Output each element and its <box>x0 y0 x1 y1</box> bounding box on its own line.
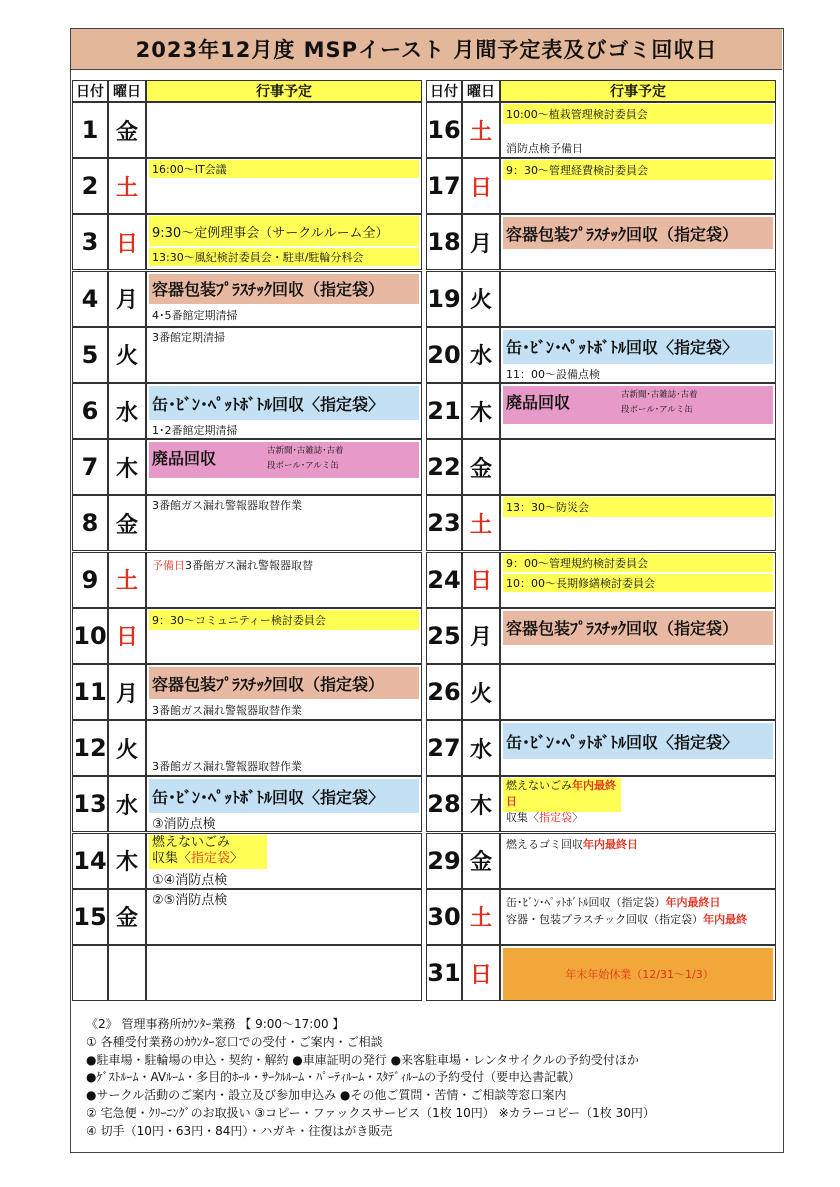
event-cell <box>146 552 422 608</box>
event-entry <box>149 779 419 813</box>
event-text: 燃えるゴミ回収 <box>506 837 583 851</box>
event-cell <box>146 271 422 327</box>
event-entry <box>503 217 773 249</box>
day-number: 23 <box>426 495 462 551</box>
day-number: 17 <box>426 158 462 214</box>
event-text: 缶･ﾋﾞﾝ･ﾍﾟｯﾄﾎﾞﾄﾙ回収〈指定袋〉 <box>152 394 385 414</box>
day-number: 22 <box>426 439 462 495</box>
day-number: 9 <box>72 552 108 608</box>
calendar-row <box>426 439 776 495</box>
event-entry <box>149 422 419 438</box>
event-subnote: 段ボール･アルミ缶 <box>267 461 339 472</box>
event-subnote: 段ボール･アルミ缶 <box>621 405 693 415</box>
day-number <box>72 945 108 1001</box>
event-cell <box>146 102 422 158</box>
day-number: 19 <box>426 271 462 327</box>
event-text: 10：00～長期修繕検討委員会 <box>506 576 655 590</box>
weekday-label: 日 <box>108 608 146 664</box>
day-number: 10 <box>72 608 108 664</box>
weekday-label: 水 <box>108 383 146 439</box>
event-cell <box>146 383 422 439</box>
event-entry <box>503 574 773 592</box>
event-text: 16:00～IT会議 <box>152 163 227 177</box>
event-cell <box>500 214 776 270</box>
calendar-row <box>426 720 776 776</box>
event-text: 年末年始休業（12/31～1/3） <box>565 968 714 981</box>
day-number: 12 <box>72 720 108 776</box>
event-text: 3番館ガス漏れ警報器取替作業 <box>152 760 302 774</box>
day-number: 30 <box>426 889 462 945</box>
calendar-row <box>72 495 422 551</box>
event-entry <box>503 104 773 124</box>
weekday-label: 金 <box>108 889 146 945</box>
weekday-label: 金 <box>108 102 146 158</box>
event-entry <box>149 871 419 887</box>
calendar-row <box>72 327 422 383</box>
weekday-label: 土 <box>108 158 146 214</box>
event-subnote <box>267 444 344 474</box>
event-text: 3番館ガス漏れ警報器取替作業 <box>152 499 302 513</box>
weekday-label: 金 <box>462 833 500 889</box>
event-text: 容器包装ﾌﾟﾗｽﾁｯｸ回収（指定袋） <box>506 619 739 639</box>
event-cell <box>500 439 776 495</box>
event-text <box>152 851 267 867</box>
weekday-label: 月 <box>462 608 500 664</box>
event-subnote: 古新聞･古雑誌･古着 <box>621 390 698 400</box>
event-entry <box>149 216 419 246</box>
event-text: 燃えないごみ <box>152 834 231 850</box>
office-info <box>86 1016 776 1141</box>
event-entry <box>149 497 419 513</box>
calendar-row <box>426 383 776 439</box>
weekday-label: 土 <box>462 495 500 551</box>
event-subnote: 古新聞･古雑誌･古着 <box>267 446 344 457</box>
calendar-row <box>426 664 776 720</box>
event-highlight: 指定袋 <box>191 850 231 866</box>
calendar-row <box>72 439 422 495</box>
event-entry <box>149 274 419 304</box>
event-entry <box>503 140 773 156</box>
weekday-label: 土 <box>462 889 500 945</box>
event-entry <box>149 442 419 478</box>
event-text: 4･5番館定期清掃 <box>152 308 238 322</box>
event-entry <box>149 891 419 907</box>
event-cell <box>146 495 422 551</box>
event-entry <box>503 497 773 517</box>
event-cell <box>500 720 776 776</box>
calendar-row <box>72 608 422 664</box>
event-cell <box>146 664 422 720</box>
event-entry <box>503 160 773 180</box>
event-entry <box>149 702 419 718</box>
event-text: 1･2番館定期清掃 <box>152 424 238 437</box>
weekday-label: 水 <box>108 776 146 832</box>
day-number: 14 <box>72 833 108 889</box>
event-cell <box>500 102 776 158</box>
event-entry <box>149 835 267 869</box>
event-entry <box>149 667 419 699</box>
day-number: 25 <box>426 608 462 664</box>
calendar-row <box>72 158 422 214</box>
calendar-row-empty <box>72 945 422 1001</box>
page-title: 2023年12月度 MSPイースト 月間予定表及びゴミ回収日 <box>71 29 782 70</box>
event-entry <box>503 366 773 382</box>
event-cell <box>146 327 422 383</box>
weekday-label: 金 <box>462 439 500 495</box>
event-highlight: 年内最終日 <box>506 779 616 809</box>
event-text: 〉 <box>572 811 583 825</box>
event-cell <box>500 271 776 327</box>
event-cell <box>146 889 422 945</box>
footer-line: ② 宅急便・ｸﾘｰﾆﾝｸﾞのお取扱い ③コピー・ファックスサービス（1枚 10円） ※カラーコピー（1枚 30円） <box>86 1105 655 1120</box>
event-text: 収集〈 <box>152 850 192 866</box>
event-text: 13:30～風紀検討委員会・駐車/駐輪分科会 <box>152 251 364 265</box>
event-text: 11：00～設備点検 <box>506 367 600 381</box>
header-date: 日付 <box>72 80 108 102</box>
event-cell <box>500 552 776 608</box>
footer-line: 《2》 管理事務所ｶｳﾝﾀｰ業務 【 9:00～17:00 】 <box>86 1017 345 1031</box>
day-number: 8 <box>72 495 108 551</box>
footer-line: ④ 切手（10円・63円・84円）・ハガキ・往復はがき販売 <box>86 1123 393 1138</box>
event-highlight: 指定袋 <box>539 811 572 825</box>
footer-line: ●サークル活動のご案内・設立及び参加申込み ●その他ご質問・苦情・ご相談等窓口案内 <box>86 1088 567 1103</box>
weekday-label: 月 <box>462 214 500 270</box>
event-text: 容器包装ﾌﾟﾗｽﾁｯｸ回収（指定袋） <box>506 224 739 244</box>
event-cell <box>146 158 422 214</box>
event-text: ③消防点検 <box>152 816 216 832</box>
header-events: 行事予定 <box>500 80 776 102</box>
event-text: 9：30～コミュニティー検討委員会 <box>152 613 326 627</box>
footer-line: ●ｹﾞｽﾄﾙｰﾑ・AVﾙｰﾑ・多目的ﾎｰﾙ・ｻｰｸﾙﾙｰﾑ・ﾊﾟｰﾃｨﾙｰﾑ・ｽﾀﾃﾞｨﾙｰﾑの予約受付（要申込書記載） <box>86 1070 581 1085</box>
weekday-label: 日 <box>462 945 500 1001</box>
day-number: 27 <box>426 720 462 776</box>
calendar-row <box>72 776 422 832</box>
calendar-row <box>72 664 422 720</box>
event-entry <box>503 948 773 1000</box>
day-number: 3 <box>72 214 108 270</box>
calendar-row <box>426 214 776 270</box>
event-entry <box>503 554 773 572</box>
calendar-row <box>426 102 776 158</box>
event-text <box>152 835 267 851</box>
event-entry <box>503 723 773 759</box>
weekday-label: 日 <box>108 214 146 270</box>
weekday-label: 日 <box>462 552 500 608</box>
event-entry <box>149 610 419 630</box>
day-number: 1 <box>72 102 108 158</box>
event-text: 3番館ガス漏れ警報器取替 <box>185 558 313 572</box>
footer-line: ① 各種受付業務のｶｳﾝﾀｰ窓口での受付・ご案内・ご相談 <box>86 1034 383 1049</box>
event-text: 消防点検予備日 <box>506 142 583 155</box>
event-cell <box>146 776 422 832</box>
header-weekday: 曜日 <box>462 80 500 102</box>
weekday-label: 木 <box>462 776 500 832</box>
weekday-label: 日 <box>462 158 500 214</box>
event-entry <box>503 386 773 424</box>
weekday-label: 火 <box>108 720 146 776</box>
event-cell <box>500 889 776 945</box>
event-text: 9:30～定例理事会（サークルルーム全） <box>152 225 389 241</box>
weekday-label: 土 <box>462 102 500 158</box>
day-number: 16 <box>426 102 462 158</box>
event-entry <box>149 386 419 420</box>
calendar-row <box>426 552 776 608</box>
event-cell <box>500 608 776 664</box>
event-text <box>506 778 621 810</box>
day-number: 29 <box>426 833 462 889</box>
day-number: 7 <box>72 439 108 495</box>
event-entry <box>503 836 773 852</box>
event-text: 缶･ﾋﾞﾝ･ﾍﾟｯﾄﾎﾞﾄﾙ回収〈指定袋〉 <box>506 732 739 752</box>
calendar-row <box>72 833 422 889</box>
day-number: 11 <box>72 664 108 720</box>
event-entry <box>149 814 419 830</box>
weekday-label: 土 <box>108 552 146 608</box>
header-events: 行事予定 <box>146 80 422 102</box>
event-entry <box>503 778 621 825</box>
event-text: ①④消防点検 <box>152 873 228 889</box>
event-text: 容器・包装プラスチック回収（指定袋） <box>506 912 704 926</box>
event-text: 缶･ﾋﾞﾝ･ﾍﾟｯﾄﾎﾞﾄﾙ回収〈指定袋〉 <box>152 787 385 807</box>
header-date: 日付 <box>426 80 462 102</box>
event-entry <box>503 894 773 910</box>
event-subnote <box>621 388 698 418</box>
weekday-label: 金 <box>108 495 146 551</box>
calendar-row <box>426 776 776 832</box>
event-cell <box>500 833 776 889</box>
event-cell <box>500 664 776 720</box>
weekday-label: 木 <box>108 439 146 495</box>
event-text: 燃えないごみ <box>506 779 572 793</box>
weekday-label: 火 <box>462 664 500 720</box>
event-cell <box>500 158 776 214</box>
event-text: 〉 <box>230 850 244 866</box>
day-number: 5 <box>72 327 108 383</box>
event-entry <box>149 329 419 345</box>
footer-line: ●駐車場・駐輪場の申込・契約・解約 ●車庫証明の発行 ●来客駐車場・レンタサイクルの予約受付ほか <box>86 1052 639 1067</box>
weekday-label: 木 <box>462 383 500 439</box>
event-text: 容器包装ﾌﾟﾗｽﾁｯｸ回収（指定袋） <box>152 280 385 300</box>
event-cell <box>146 833 422 889</box>
event-text: 13：30～防災会 <box>506 501 589 515</box>
day-number: 28 <box>426 776 462 832</box>
event-text: ②⑤消防点検 <box>152 893 228 909</box>
event-cell <box>146 214 422 270</box>
event-text: 缶･ﾋﾞﾝ･ﾍﾟｯﾄﾎﾞﾄﾙ回収（指定袋） <box>506 895 666 909</box>
calendar-row <box>426 327 776 383</box>
event-cell <box>500 495 776 551</box>
header-weekday: 曜日 <box>108 80 146 102</box>
day-number: 18 <box>426 214 462 270</box>
weekday-label: 水 <box>462 327 500 383</box>
event-entry <box>149 160 419 178</box>
weekday-label <box>108 945 146 1001</box>
event-text: 缶･ﾋﾞﾝ･ﾍﾟｯﾄﾎﾞﾄﾙ回収〈指定袋〉 <box>506 338 739 358</box>
calendar-row <box>426 945 776 1001</box>
weekday-label: 月 <box>108 271 146 327</box>
day-number: 26 <box>426 664 462 720</box>
calendar-row <box>426 608 776 664</box>
event-entry <box>503 330 773 364</box>
event-entry <box>149 248 419 266</box>
day-number: 20 <box>426 327 462 383</box>
event-text: 9：30～管理経費検討委員会 <box>506 164 648 178</box>
calendar-row <box>72 383 422 439</box>
calendar-row <box>72 214 422 270</box>
event-cell <box>146 945 422 1001</box>
weekday-label: 木 <box>108 833 146 889</box>
event-cell <box>500 776 776 832</box>
event-entry <box>149 307 419 323</box>
day-number: 4 <box>72 271 108 327</box>
event-cell <box>146 439 422 495</box>
event-entry <box>149 758 419 774</box>
event-text: 容器包装ﾌﾟﾗｽﾁｯｸ回収（指定袋） <box>152 674 385 694</box>
event-highlight: 年内最終日 <box>665 895 721 909</box>
calendar-row <box>72 271 422 327</box>
event-text: 廃品回収 <box>152 449 217 469</box>
event-cell <box>500 383 776 439</box>
weekday-label: 月 <box>108 664 146 720</box>
day-number: 6 <box>72 383 108 439</box>
event-text: 3番館ガス漏れ警報器取替作業 <box>152 704 302 717</box>
day-number: 31 <box>426 945 462 1001</box>
event-text <box>506 810 621 826</box>
event-cell <box>146 608 422 664</box>
day-number: 21 <box>426 383 462 439</box>
event-text: 3番館定期清掃 <box>152 330 225 344</box>
event-entry <box>503 911 773 927</box>
event-highlight: 年内最終 <box>703 912 748 926</box>
calendar-row <box>426 158 776 214</box>
calendar-row <box>72 102 422 158</box>
event-text: 9：00～管理規約検討委員会 <box>506 556 648 570</box>
event-highlight: 予備日 <box>152 558 185 572</box>
calendar-row <box>72 552 422 608</box>
event-cell <box>500 327 776 383</box>
calendar-row <box>72 889 422 945</box>
weekday-label: 水 <box>462 720 500 776</box>
event-entry <box>503 611 773 645</box>
day-number: 2 <box>72 158 108 214</box>
event-text: 収集〈 <box>506 811 539 825</box>
event-cell <box>500 945 776 1001</box>
calendar-row <box>426 889 776 945</box>
event-highlight: 年内最終日 <box>583 837 638 851</box>
day-number: 24 <box>426 552 462 608</box>
day-number: 15 <box>72 889 108 945</box>
event-text: 廃品回収 <box>506 393 571 412</box>
event-entry <box>149 557 419 573</box>
event-text: 10:00～植栽管理検討委員会 <box>506 108 648 121</box>
calendar-row <box>72 720 422 776</box>
calendar-row <box>426 495 776 551</box>
day-number: 13 <box>72 776 108 832</box>
weekday-label: 火 <box>108 327 146 383</box>
event-cell <box>146 720 422 776</box>
calendar-row <box>426 833 776 889</box>
weekday-label: 火 <box>462 271 500 327</box>
calendar-row <box>426 271 776 327</box>
